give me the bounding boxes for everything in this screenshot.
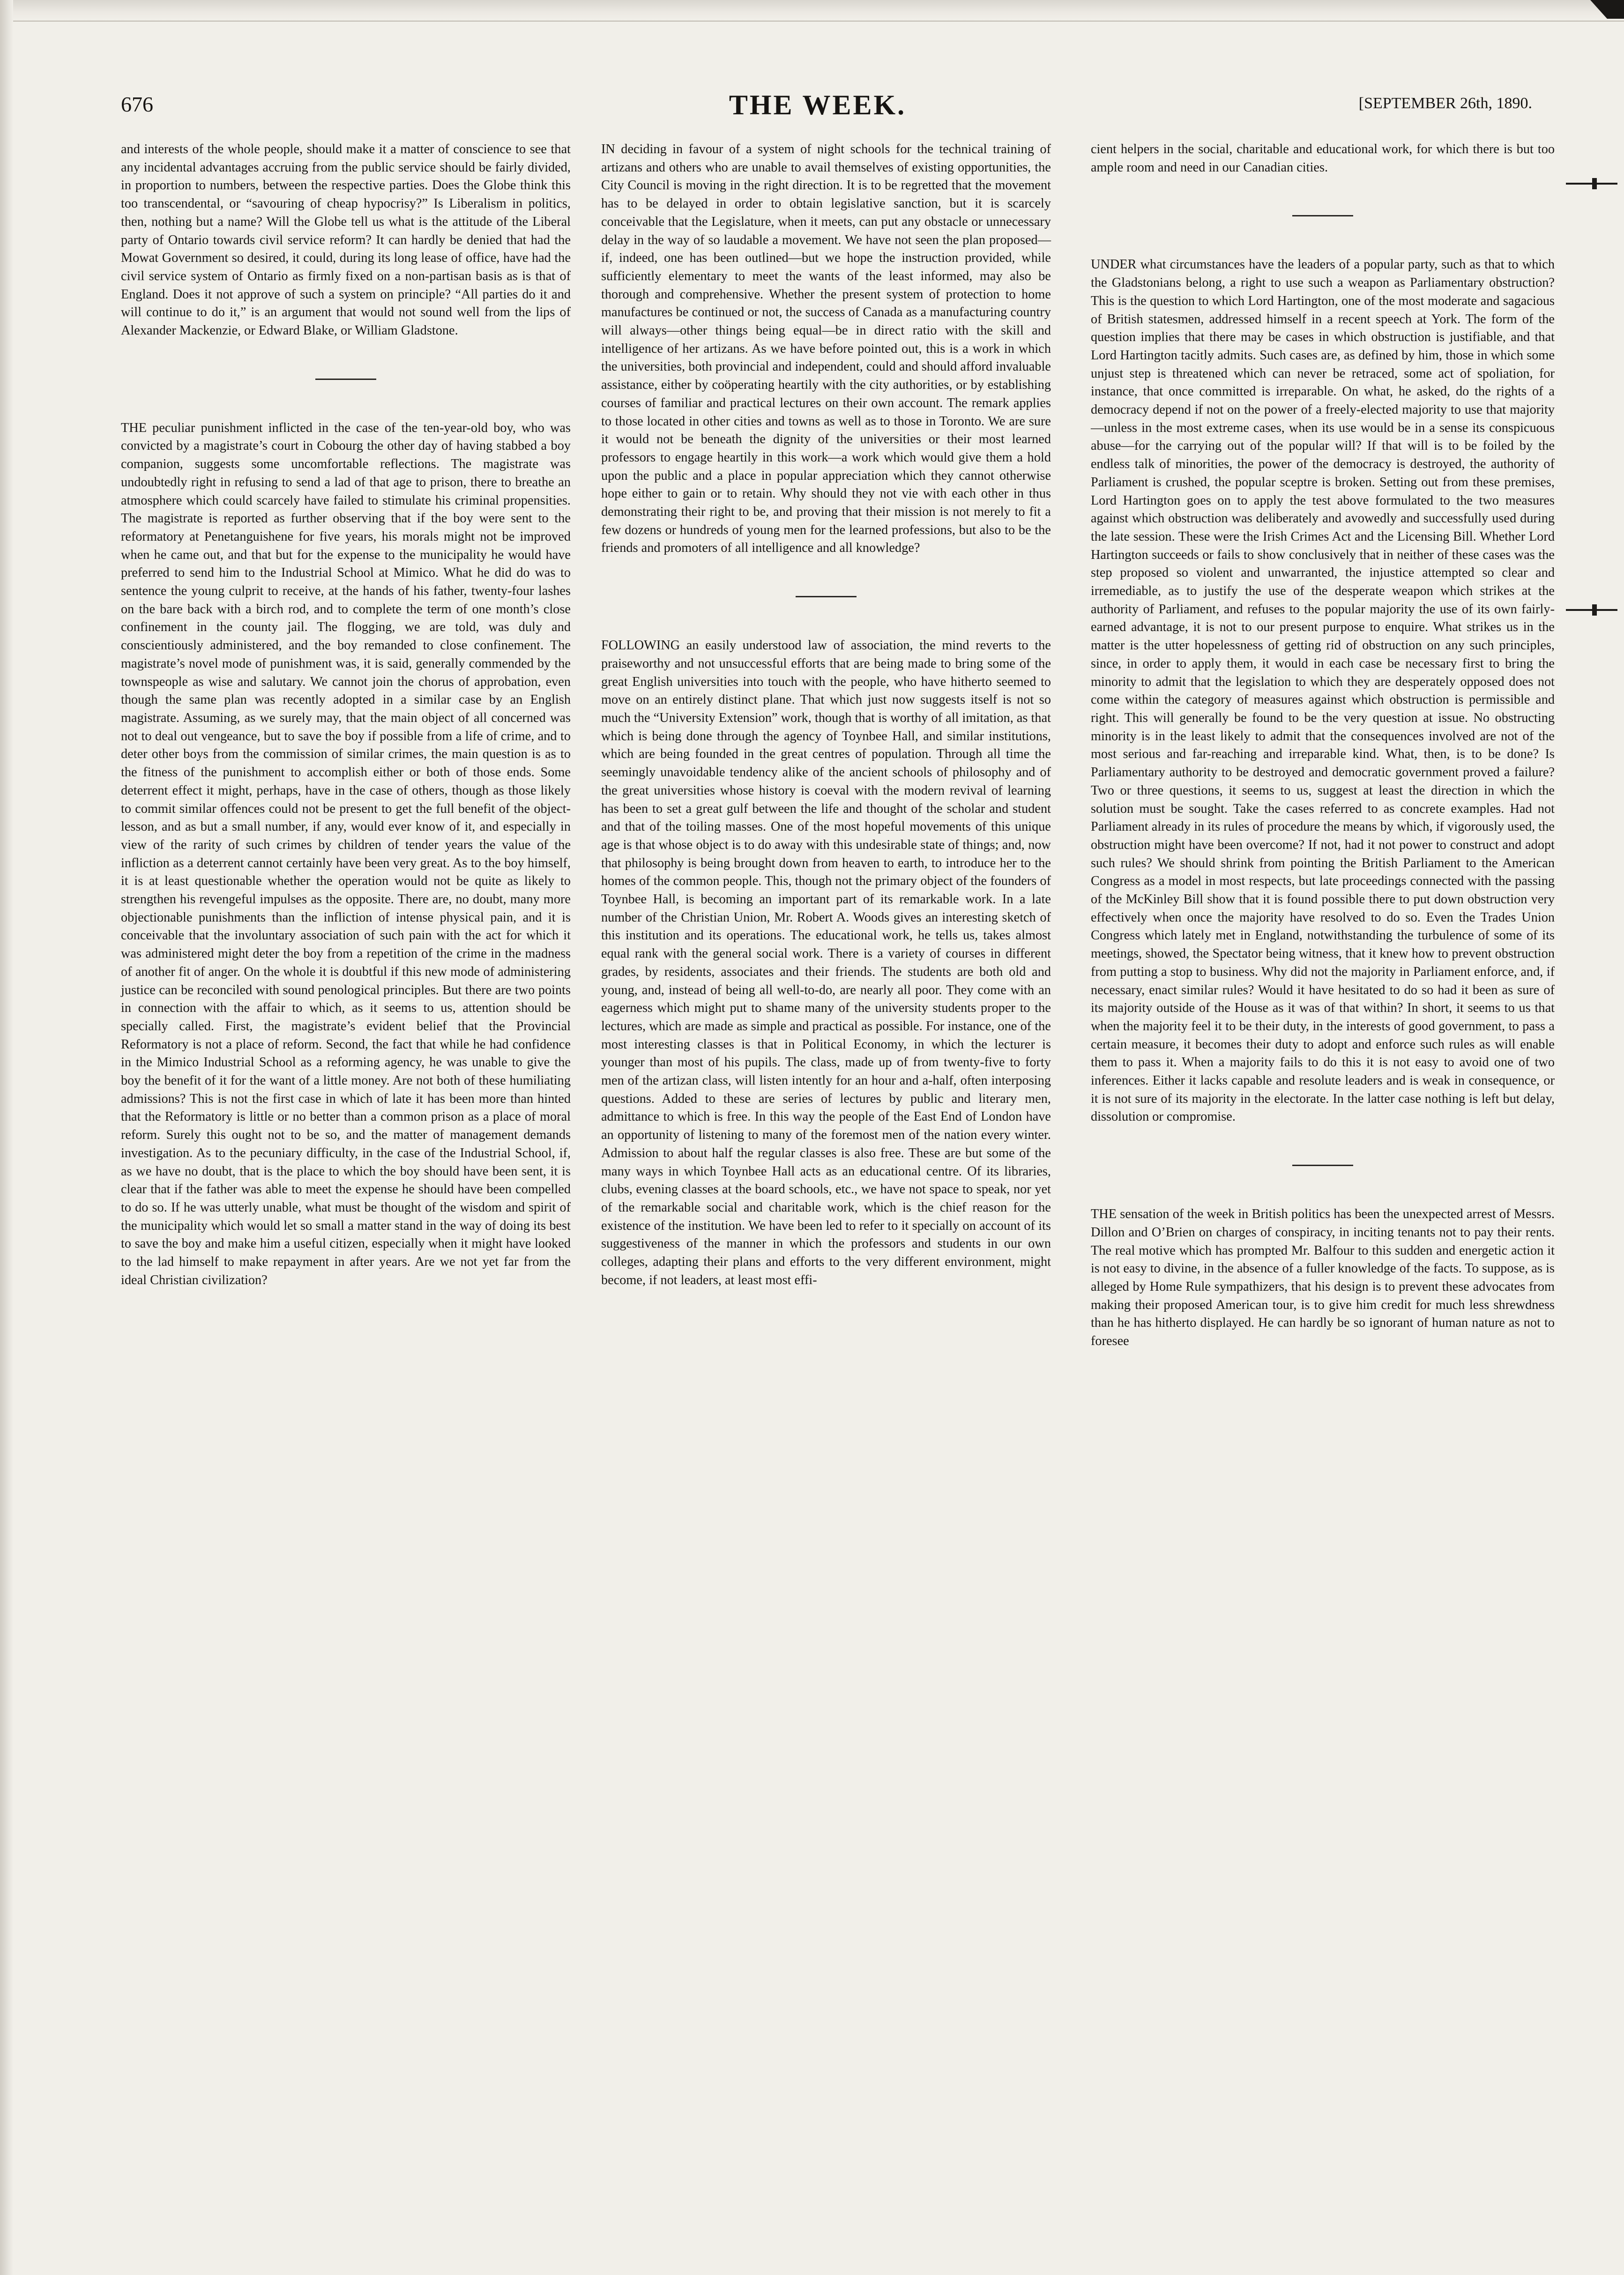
article-continuation: cient helpers in the social, charitable and educational work, for which there is but too ample room and need in our Canadian cities.: [1091, 142, 1555, 175]
article-paragraph: FOLLOWING an easily understood law of association, the mind reverts to the praiseworthy and not unsuccessful efforts that are being made to bring some of the great English universities into touch with the people, who have hitherto seemed to move on an entirely distinct plane. That which just now suggests itself is not so much the “University Extension” work, though that is worthy of all imitation, as that which is being done through the agency of Toynbee Hall, and similar institutions, which are being founded in the great centres of population. Through all time the seemingly unavoidable tendency alike of the ancient schools of philosophy and of the great universities whose history is coeval with the modern revival of learning has been to set a great gulf between the life and thought of the scholar and student and that of the toiling masses. One of the most hopeful movements of this unique age is that whose object is to do away with this undesirable state of things; and, now that philosophy is being brought down from heaven to earth, to introduce her to the homes of the common people. This, though not the primary object of the founders of Toynbee Hall, is becoming an important part of its remarkable work. In a late number of the Christian Union, Mr. Robert A. Woods gives an interesting sketch of this institution and its operations. The educational work, he tells us, takes almost equal rank with the general social work. There is a variety of courses in different grades, by residents, associates and their friends. The students are both old and young, and, instead of being all well-to-do, are nearly all poor. They come with an eagerness which might put to shame many of the university students proper to the lectures, which are made as simple and practical as possible. For instance, one of the most interesting classes is that in Political Economy, in which the lecturer is younger than most of his pupils. The class, made up of from twenty-five to forty men of the artizan class, will listen intently for an hour and a-half, often interposing questions. Added to these are series of lectures by public and literary men, admittance to which is free. In this way the people of the East End of London have an opportunity of listening to many of the foremost men of the nation every winter. Admission to about half the regular classes is also free. These are but some of the many ways in which Toynbee Hall acts as an educational centre. Of its libraries, clubs, evening classes at the board schools, etc., we have not space to speak, nor yet of the remarkable social and charitable work, which is the chief reason for the existence of the institution. We have been led to refer to it specially on account of its suggestiveness of the manner in which the professors and students in our own colleges, adapting their plans and efforts to the very different environment, might become, if not leaders, at least most effi-: [601, 638, 1051, 1287]
margin-pin-mark: [1561, 178, 1617, 188]
article-paragraph: UNDER what circumstances have the leaders of a popular party, such as that to which the Gladstonians belong, a right to use such a weapon as Parliamentary obstruction? This is the question to which Lord Hartington, one of the most moderate and sagacious of British statesmen, addressed himself in a recent speech at York. The form of the question implies that there may be cases in which obstruction is justifiable, and that Lord Hartington tacitly admits. Such cases are, as defined by him, those in which some unjust step is threatened which can never be retraced, some act of spoliation, for instance, that once committed is irreparable. On what, he asked, do the rights of a democracy depend if not on the power of a freely-elected majority to use that majority—unless in the most extreme cases, when its use would be in a sense its conspicuous abuse—for the carrying out of the popular will? If that will is to be foiled by the endless talk of minorities, the power of the democracy is destroyed, the authority of Parliament is crushed, the popular sceptre is broken. Setting out from these premises, Lord Hartington goes on to apply the test above formulated to the two measures against which obstruction was deliberately and avowedly and successfully used during the late session. These were the Irish Crimes Act and the Licensing Bill. Whether Lord Hartington succeeds or fails to show conclusively that in neither of these cases was the step proposed so violent and unwarranted, the injustice attempted so clear and irremediable, as to justify the use of the desperate weapon which strikes at the authority of Parliament, and refuses to the popular majority the use of its own fairly-earned advantage, it is not to our present purpose to enquire. What strikes us in the matter is the utter hopelessness of getting rid of obstruction on any such principles, since, in order to apply them, it would in each case be necessary first to bring the minority to admit that the legislation to which they are desperately opposed does not come within the category of measures against which obstruction is permissible and right. This will generally be found to be the very question at issue. No obstructing minority is in the least likely to admit that the consequences involved are not of the most serious and far-reaching and irreparable kind. What, then, is to be done? Is Parliamentary authority to be destroyed and democratic government proved a failure? Two or three questions, it seems to us, suggest at least the direction in which the solution must be sought. Take the cases referred to as concrete examples. Had not Parliament already in its rules of procedure the means by which, if vigorously used, the obstruction might have been overcome? If not, had it not power to construct and adopt such rules? We should shrink from pointing the British Parliament to the American Congress as a model in most respects, but late proceedings connected with the passing of the McKinley Bill show that it is found possible there to put down obstruction very effectively when once the majority have resolved to do so. Even the Trades Union Congress which lately met in England, notwithstanding the turbulence of some of its meetings, showed, the Spectator being witness, that it knew how to prevent obstruction from putting a stop to business. Why did not the majority in Parliament enforce, and, if necessary, enact similar rules? Would it have hesitated to do so had it been as sure of its majority outside of the House as it was of that within? In short, it seems to us that when the majority feel it to be their duty, in the interests of good government, to pass a certain measure, it becomes their duty to adopt and enforce such rules as will enable them to pass it. When a majority fails to do this it is not easy to avoid one of two inferences. Either it lacks capable and resolute leaders and is weak in consequence, or it is not sure of its majority in the electorate. In the latter case nothing is left but delay, dissolution or compromise.: [1091, 257, 1555, 1124]
column-1: [121, 141, 571, 1289]
scan-top-edge: [0, 0, 1624, 22]
article-paragraph: THE peculiar punishment inflicted in the case of the ten-year-old boy, who was convicted by a magistrate’s court in Cobourg the other day of having stabbed a boy companion, suggests some uncomfortable reflections. The magistrate was undoubtedly right in refusing to send a lad of that age to prison, there to breathe an atmosphere which could scarcely have failed to stimulate his criminal propensities. The magistrate is reported as further observing that if the boy were sent to the reformatory at Penetanguishene for five years, his morals might not be improved when he came out, and that but for the expense to the municipality he would have preferred to send him to the Industrial School at Mimico. What he did do was to sentence the young culprit to receive, at the hands of his father, twenty-four lashes on the bare back with a birch rod, and to complete the term of one month’s close confinement in the county jail. The flogging, we are told, was duly and conscientiously administered, and the boy remanded to close confinement. The magistrate’s novel mode of punishment was, it is said, generally commended by the townspeople as wise and salutary. We cannot join the chorus of approbation, even though the same plan was recently adopted in a similar case by an English magistrate. Assuming, as we surely may, that the main object of all concerned was not to deal out vengeance, but to save the boy if possible from a life of crime, and to deter other boys from the commission of similar crimes, the main question is as to the fitness of the punishment to accomplish either or both of those ends. Some deterrent effect it might, perhaps, have in the case of others, though as those likely to commit similar offences could not be present to get the full benefit of the object-lesson, and as but a small number, if any, would ever know of it, and especially in view of the rarity of such crimes by children of tender years the value of the infliction as a deterrent cannot certainly have been very great. As to the boy himself, it is at least questionable whether the operation would not be quite as likely to strengthen his revengeful impulses as the opposite. There are, no doubt, many more objectionable punishments than the infliction of intense physical pain, and it is conceivable that the involuntary association of such pain with the act for which it was administered might deter the boy from a repetition of the crime in the madness of another fit of anger. On the whole it is doubtful if this new mode of administering justice can be reconciled with sound penological principles. But there are two points in connection with the affair to which, as it seems to us, attention should be specially called. First, the magistrate’s evident belief that the Provincial Reformatory is not a place of reform. Second, the fact that while he had confidence in the Mimico Industrial School as a reforming agency, he was unable to give the boy the benefit of it for the want of a little money. Are not both of these humiliating admissions? This is not the first case in which of late it has been more than hinted that the Reformatory is little or no better than a common prison as a place of moral reform. Surely this ought not to be so, and the matter of management demands investigation. As to the pecuniary difficulty, in the case of the Industrial School, if, as we have no doubt, that is the place to which the boy should have been sent, it is clear that if the father was able to meet the expense he should have been compelled to do so. If he was utterly unable, what must be thought of the wisdom and spirit of the municipality which would let so small a matter stand in the way of doing its best to save the boy and make him a useful citizen, especially when it might have looked to the lad himself to make repayment in after years. Are we not yet far from the ideal Christian civilization?: [121, 420, 571, 1287]
page-number: 676: [121, 92, 153, 116]
column-3: [1091, 141, 1555, 1351]
column-2: [601, 141, 1051, 1289]
margin-pin-mark: [1561, 604, 1617, 615]
scan-left-edge: [0, 0, 13, 2275]
section-divider: [1292, 1165, 1353, 1166]
issue-date: [SEPTEMBER 26th, 1890.: [1358, 95, 1532, 112]
section-divider: [1292, 215, 1353, 216]
masthead-title: THE WEEK.: [729, 89, 907, 120]
section-divider: [796, 596, 857, 597]
article-paragraph: THE sensation of the week in British politics has been the unexpected arrest of Messrs. Dillon and O’Brien on charges of conspiracy, in inciting tenants not to pay their rents. The real motive which has prompted Mr. Balfour to this sudden and energetic action it is not easy to divine, in the absence of a fuller knowledge of the facts. To suppose, as is alleged by Home Rule sympathizers, that his design is to prevent these advocates from making their proposed American tour, is to give him credit for much less shrewdness than he has hitherto displayed. He can hardly be so ignorant of human nature as not to foresee: [1091, 1207, 1555, 1349]
page-header: [103, 89, 1532, 129]
article-paragraph: IN deciding in favour of a system of night schools for the technical training of artizans and others who are unable to avail themselves of existing opportunities, the City Council is moving in the right direction. It is to be regretted that the movement has to be delayed in order to obtain legislative sanction, but it is scarcely conceivable that the Legislature, when it meets, can put any obstacle or unnecessary delay in the way of so laudable a movement. We have not seen the plan proposed—if, indeed, one has been outlined—but we hope the instruction provided, while sufficiently elementary to meet the wants of the least informed, may also be thorough and comprehensive. Whether the present system of protection to home manufactures be continued or not, the success of Canada as a manufacturing country will always—other things being equal—be in direct ratio with the skill and intelligence of her artizans. As we have before pointed out, this is a work in which the universities, both provincial and independent, could and should afford invaluable assistance, either by coöperating heartily with the city authorities, or by establishing courses of familiar and practical lectures on their own account. The remark applies to those located in other cities and towns as well as to those in Toronto. We are sure it would not be beneath the dignity of the universities or their most learned professors to engage heartily in this work—a work which would give them a hold upon the public and a place in popular appreciation which they cannot otherwise hope either to gain or to retain. Why should they not vie with each other in thus demonstrating their right to be, and proving that their mission is not merely to fit a few dozens or hundreds of young men for the learned professions, but also to be the friends and promoters of all intelligence and all knowledge?: [601, 142, 1051, 556]
section-divider: [315, 379, 376, 380]
article-continuation: and interests of the whole people, should make it a matter of conscience to see that any incidental advantages accruing from the public service should be fairly divided, in proportion to numbers, between the respective parties. Does the Globe think this too transcendental, or “savouring of cheap hypocrisy?” Is Liberalism in politics, then, nothing but a name? Will the Globe tell us what is the attitude of the Liberal party of Ontario towards civil service reform? It can hardly be denied that had the Mowat Government so desired, it could, during its long lease of office, have had the civil service system of Ontario as firmly fixed on a non-partisan basis as is that of England. Does it not approve of such a system on principle? “All parties do it and will continue to do it,” is an argument that would not sound well from the lips of Alexander Mackenzie, or Edward Blake, or William Gladstone.: [121, 142, 571, 338]
